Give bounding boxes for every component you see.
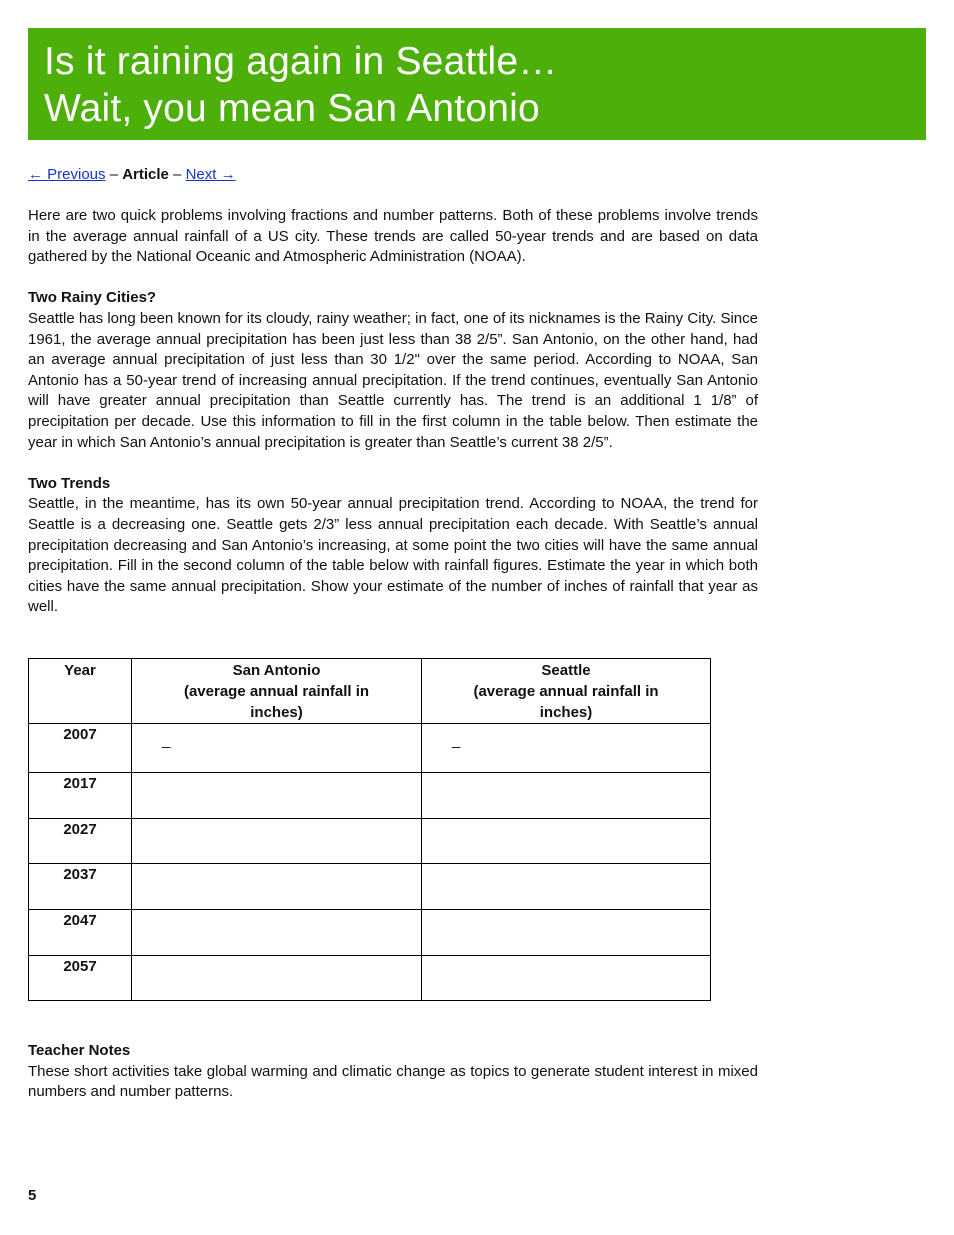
- section-heading-two-trends: Two Trends: [28, 474, 111, 492]
- seattle-cell[interactable]: [422, 910, 711, 956]
- header-seattle-title: Seattle: [541, 662, 591, 679]
- header-seattle: [422, 659, 711, 724]
- teacher-notes: [28, 1041, 758, 1103]
- san-antonio-cell[interactable]: [132, 910, 422, 956]
- nav-current-article: Article: [122, 166, 169, 183]
- nav-separator-1: –: [109, 166, 119, 183]
- table-header-row: [29, 659, 711, 724]
- year-cell: 2047: [29, 910, 132, 956]
- year-cell: 2027: [29, 819, 132, 864]
- intro-paragraph: Here are two quick problems involving fractions and number patterns. Both of these problems involve trends in the average annual rainfall of a US city. These trends are called 50-year trends and are based on data gathered by the National Oceanic and Atmospheric Administration (NOAA).: [28, 207, 758, 266]
- table-row: [29, 724, 711, 773]
- table-row: [29, 864, 711, 910]
- page-number: 5: [28, 1187, 37, 1204]
- san-antonio-cell[interactable]: [132, 819, 422, 864]
- nav-separator-2: –: [173, 166, 182, 183]
- seattle-cell[interactable]: [422, 724, 711, 773]
- san-antonio-cell[interactable]: [132, 773, 422, 819]
- next-link[interactable]: Next →: [185, 166, 236, 183]
- header-san-antonio-title: San Antonio: [232, 662, 321, 679]
- section-body-rainy-cities: Seattle has long been known for its cloudy, rainy weather; in fact, one of its nicknames is the Rainy City. Since 1961, the average annual precipitation has been just less than 38 2/5”. San Antonio, on the other hand, had an average annual precipitation of just less than 30 1/2" over the same period. According to NOAA, San Antonio has a 50-year trend of increasing annual precipitation. If the trend continues, eventually San Antonio will have greater annual precipitation than Seattle currently has. The trend is an additional 1 1/8” of precipitation per decade. Use this information to fill in the first column in the table below. Then estimate the year in which San Antonio’s annual precipitation is greater than Seattle’s current 38 2/5”.: [28, 309, 758, 451]
- header-year: Year: [29, 659, 132, 724]
- header-san-antonio: [132, 659, 422, 724]
- year-cell: 2007: [29, 724, 132, 773]
- seattle-cell[interactable]: [422, 864, 711, 910]
- year-cell: 2017: [29, 773, 132, 819]
- table-row: [29, 910, 711, 956]
- title-banner: [28, 28, 926, 140]
- article-body: [28, 206, 758, 618]
- header-san-antonio-subtitle: (average annual rainfall in inches): [183, 683, 370, 721]
- header-seattle-subtitle: (average annual rainfall in inches): [473, 683, 659, 721]
- year-cell: 2057: [29, 956, 132, 1001]
- blank-marker: _: [452, 732, 461, 749]
- article-navigation: [28, 165, 236, 185]
- teacher-notes-heading: Teacher Notes: [28, 1042, 131, 1059]
- page-title-line-1: Is it raining again in Seattle…: [44, 40, 558, 83]
- seattle-cell[interactable]: [422, 819, 711, 864]
- section-heading-rainy-cities: Two Rainy Cities?: [28, 289, 157, 307]
- blank-marker: _: [162, 732, 171, 749]
- san-antonio-cell[interactable]: [132, 724, 422, 773]
- rainfall-table: [28, 658, 711, 1001]
- page-title-line-2: Wait, you mean San Antonio: [44, 87, 540, 130]
- san-antonio-cell[interactable]: [132, 956, 422, 1001]
- previous-link[interactable]: ← Previous: [28, 166, 106, 183]
- year-cell: 2037: [29, 864, 132, 910]
- san-antonio-cell[interactable]: [132, 864, 422, 910]
- seattle-cell[interactable]: [422, 956, 711, 1001]
- section-body-two-trends: Seattle, in the meantime, has its own 50-year annual precipitation trend. According to NOAA, the trend for Seattle is a decreasing one. Seattle gets 2/3” less annual precipitation each decade. With Seattle’s annual precipitation decreasing and San Antonio’s increasing, at some point the two cities will have the same annual precipitation. Fill in the second column of the table below with rainfall figures. Estimate the year in which both cities have the same annual precipitation. Show your estimate of the number of inches of rainfall that year as well.: [28, 495, 758, 616]
- table-row: [29, 819, 711, 864]
- table-row: [29, 956, 711, 1001]
- table-row: [29, 773, 711, 819]
- teacher-notes-body: These short activities take global warming and climatic change as topics to generate student interest in mixed numbers and number patterns.: [28, 1062, 758, 1101]
- seattle-cell[interactable]: [422, 773, 711, 819]
